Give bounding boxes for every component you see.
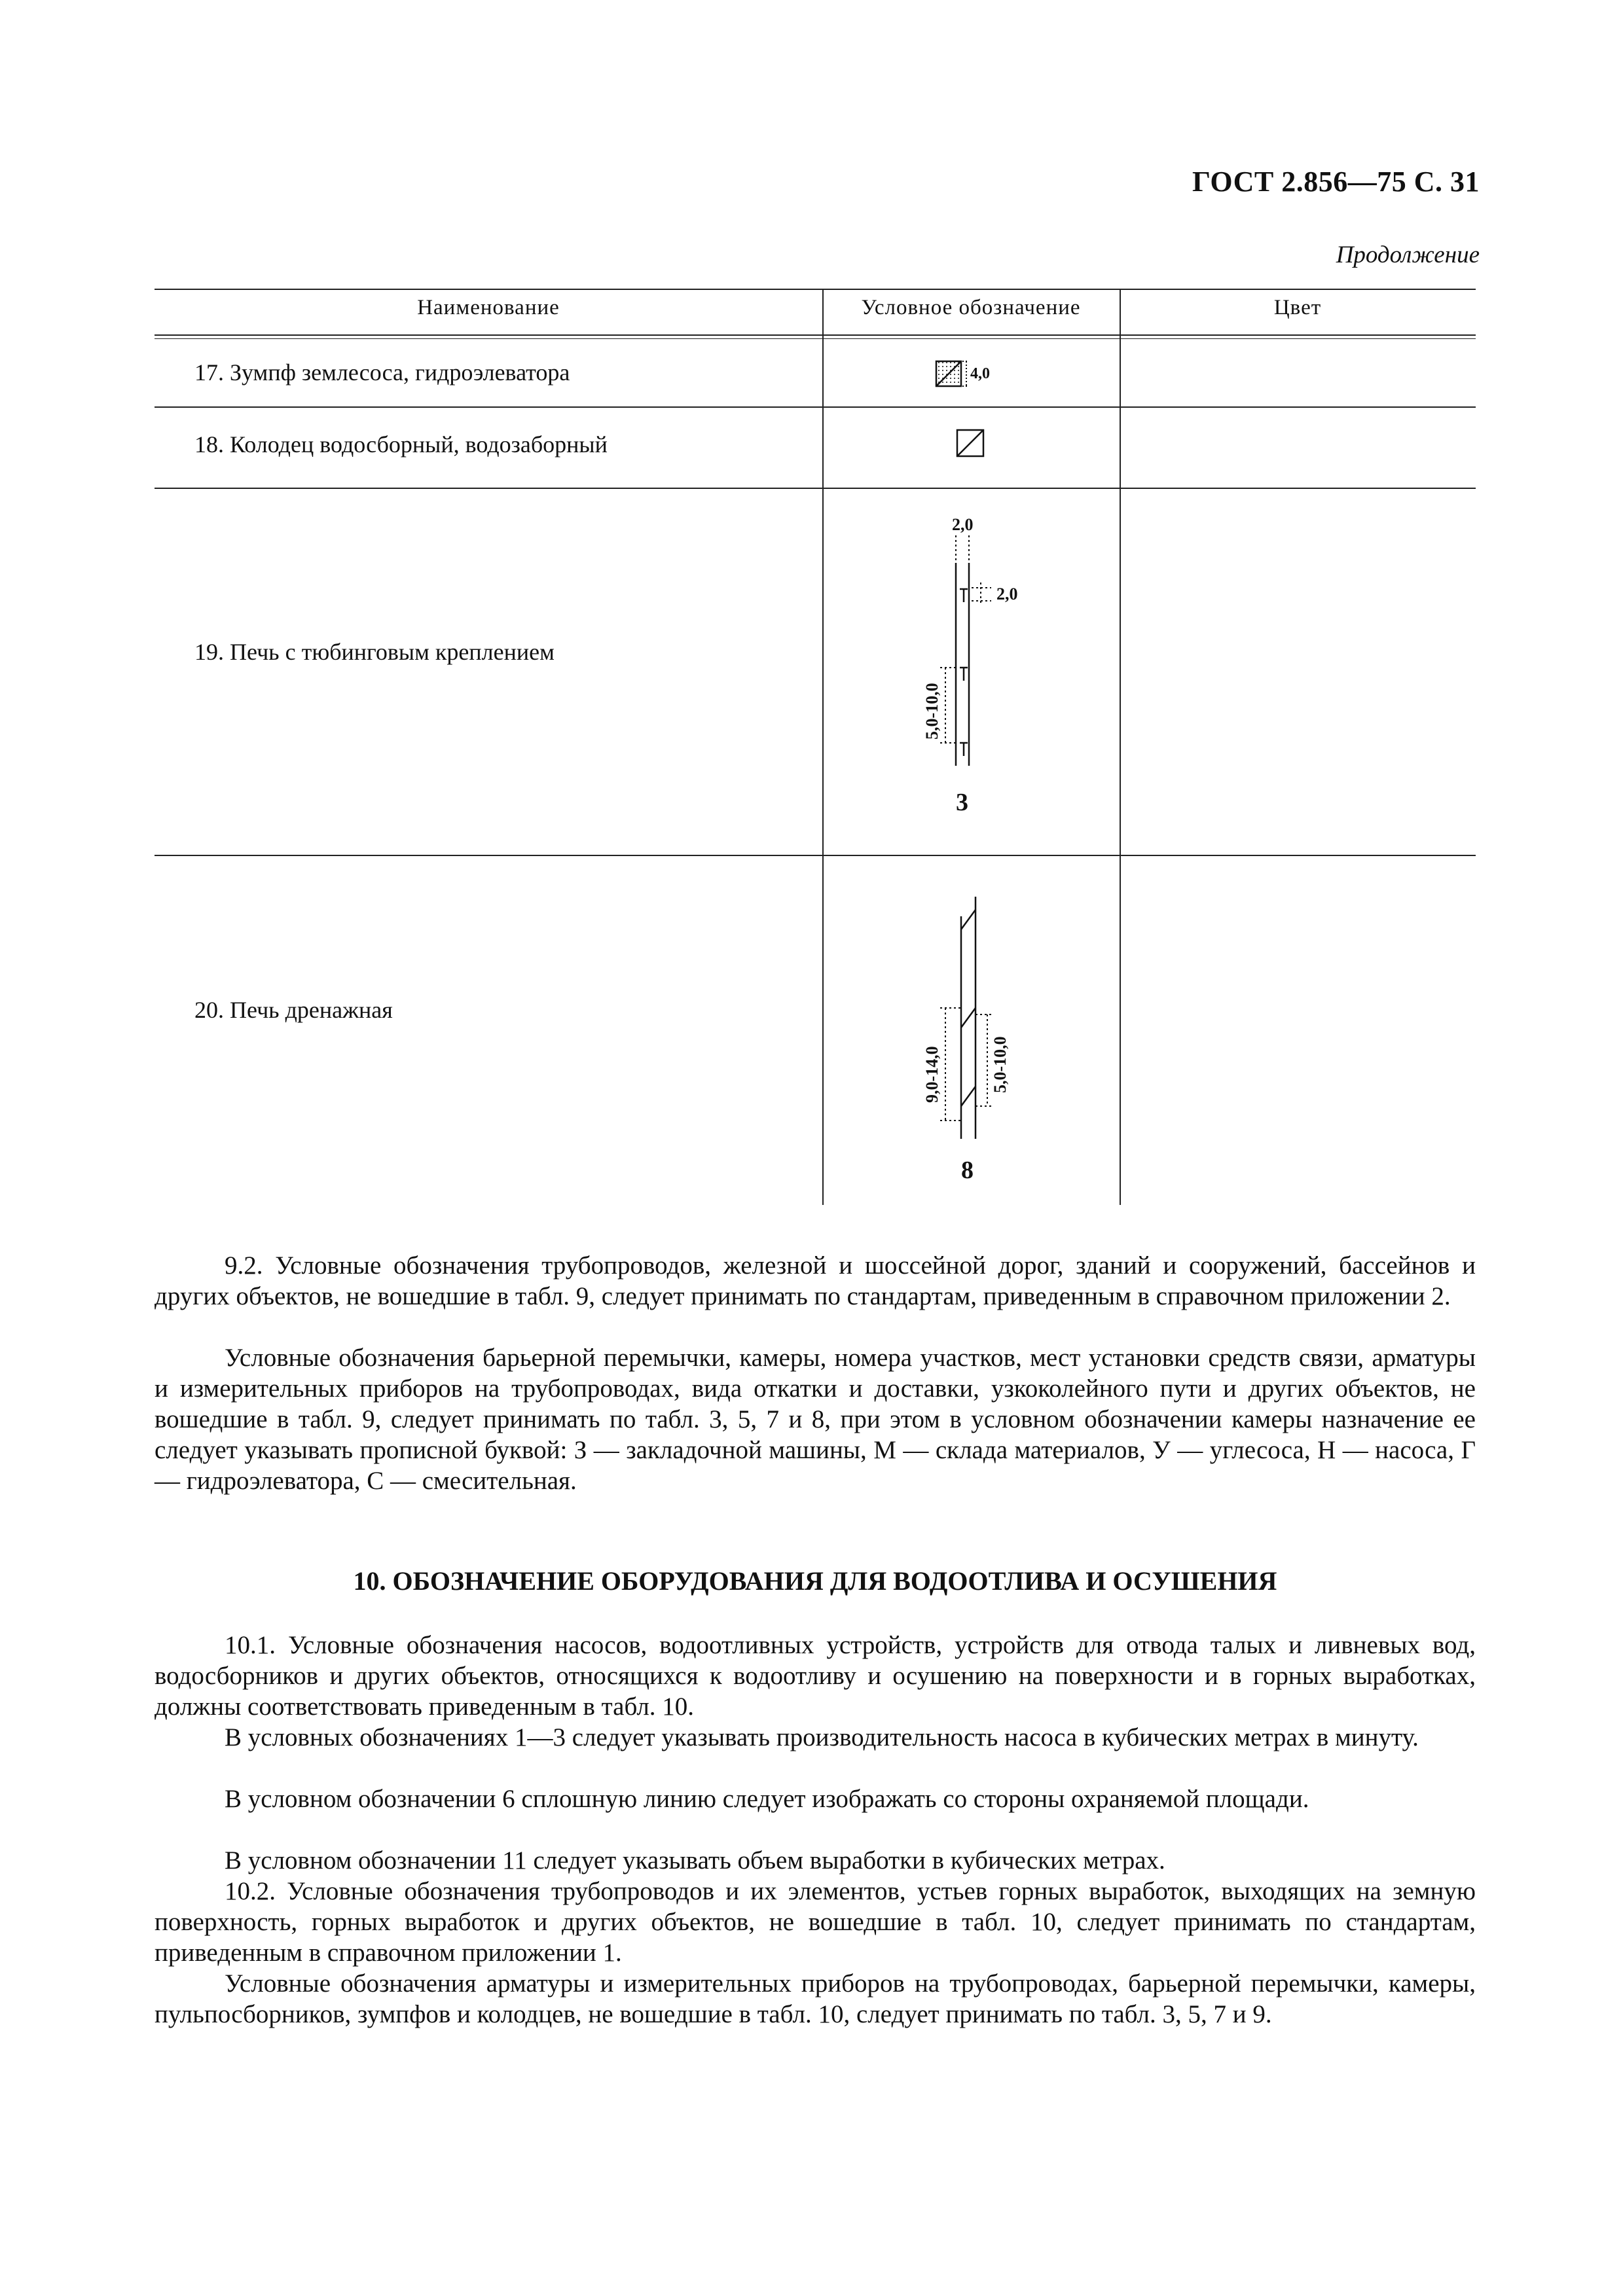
tubbing-shaft-symbol [903,511,1048,825]
drainage-right-dim-label: 5,0-10,0 [991,1036,1010,1093]
drainage-slant-2 [961,1008,976,1028]
table-row-19-rule [155,855,1476,856]
drainage-slant-3 [961,1086,976,1106]
page-header-doc-ref: ГОСТ 2.856—75 С. 31 [1192,166,1480,198]
drainage-left-dim-label: 9,0-14,0 [922,1046,941,1103]
table-header-rule [155,334,1476,336]
table-header-rule-double [155,338,1476,339]
well-diagonal [957,430,983,456]
paragraph-9-2-barrier: Условные обозначения барьерной перемычки, камеры, номера участков, мест установки средств связи, арматуры и измерительных приборов на трубопроводах, вида откатки и доставки, узкоколейного пути и других объектов, не вошедшие в табл. 9, следует принимать по табл. 3, 5, 7 и 8, при этом в условном обозначении камеры назначение ее следует указывать прописной буквой: З — закладочной машины, М — склада материалов, У — углесоса, Н — насоса, Г — гидроэлеватора, С — смесительная. [155,1344,1476,1495]
water-well-symbol [955,427,989,461]
paragraph-10-2-fittings: Условные обозначения арматуры и измерительных приборов на трубопроводах, барьерной перемычки, камеры, пульпосборников, зумпфов и колодцев, не вошедшие в табл. 10, следует принимать по табл. 3, 5, 7 и 9. [155,1969,1476,2028]
table-header-color: Цвет [1273,296,1322,319]
section-10-title: 10. ОБОЗНАЧЕНИЕ ОБОРУДОВАНИЯ ДЛЯ ВОДООТЛИВА И ОСУШЕНИЯ [353,1566,1277,1596]
drainage-slant-1 [961,910,976,929]
table-row-19-name: 19. Печь с тюбинговым креплением [194,639,555,665]
paragraph-9-2: 9.2. Условные обозначения трубопроводов, железной и шоссейной дорог, зданий и сооружений, бассейнов и других объектов, не вошедшие в табл. 9, следует принимать по стандартам, приведенным в справочном приложении 2. [155,1251,1476,1310]
drainage-color-code: 8 [961,1157,974,1184]
table-header-name: Наименование [417,296,560,319]
table-row-20-name: 20. Печь дренажная [194,997,393,1023]
paragraph-10-1-pumps: В условных обозначениях 1—3 следует указывать производительность насоса в кубических метрах в минуту. [225,1723,1419,1751]
paragraph-10-2: 10.2. Условные обозначения трубопроводов и их элементов, устьев горных выработок, выходящих на земную поверхность, горных выработок и других объектов, не вошедшие в табл. 10, следует принимать по стандартам, приведенным в справочном приложении 1. [155,1877,1476,1967]
sump-dim-label: 4,0 [970,365,990,382]
table-row-17-name: 17. Зумпф землесоса, гидроэлеватора [194,359,570,386]
table-header-symbol: Условное обозначение [861,296,1081,319]
table-col-divider-2 [1120,289,1121,1205]
tubbing-left-dim-label: 5,0-10,0 [922,683,941,740]
tubbing-color-code: 3 [956,789,968,816]
table-row-17-rule [155,406,1476,408]
paragraph-10-1: 10.1. Условные обозначения насосов, водоотливных устройств, устройств для отвода талых и ливневых вод, водосборников и других объектов, относящихся к водоотливу и осушению на поверхности и в горных выработках, должны соответствовать приведенным в табл. 10. [155,1631,1476,1721]
table-row-18-name: 18. Колодец водосборный, водозаборный [194,431,608,457]
paragraph-10-1-volume: В условном обозначении 11 следует указывать объем выработки в кубических метрах. [225,1846,1165,1874]
drainage-shaft-symbol [903,890,1048,1198]
table-continuation-label: Продолжение [1336,242,1480,268]
tubbing-top-dim-label: 2,0 [952,515,974,534]
table-row-18-rule [155,488,1476,489]
table-top-rule [155,289,1476,290]
tubbing-right-dim-label: 2,0 [996,584,1018,603]
sump-symbol [930,353,1028,399]
table-col-divider-1 [822,289,824,1205]
paragraph-10-1-line: В условном обозначении 6 сплошную линию следует изображать со стороны охраняемой площади. [225,1785,1309,1813]
